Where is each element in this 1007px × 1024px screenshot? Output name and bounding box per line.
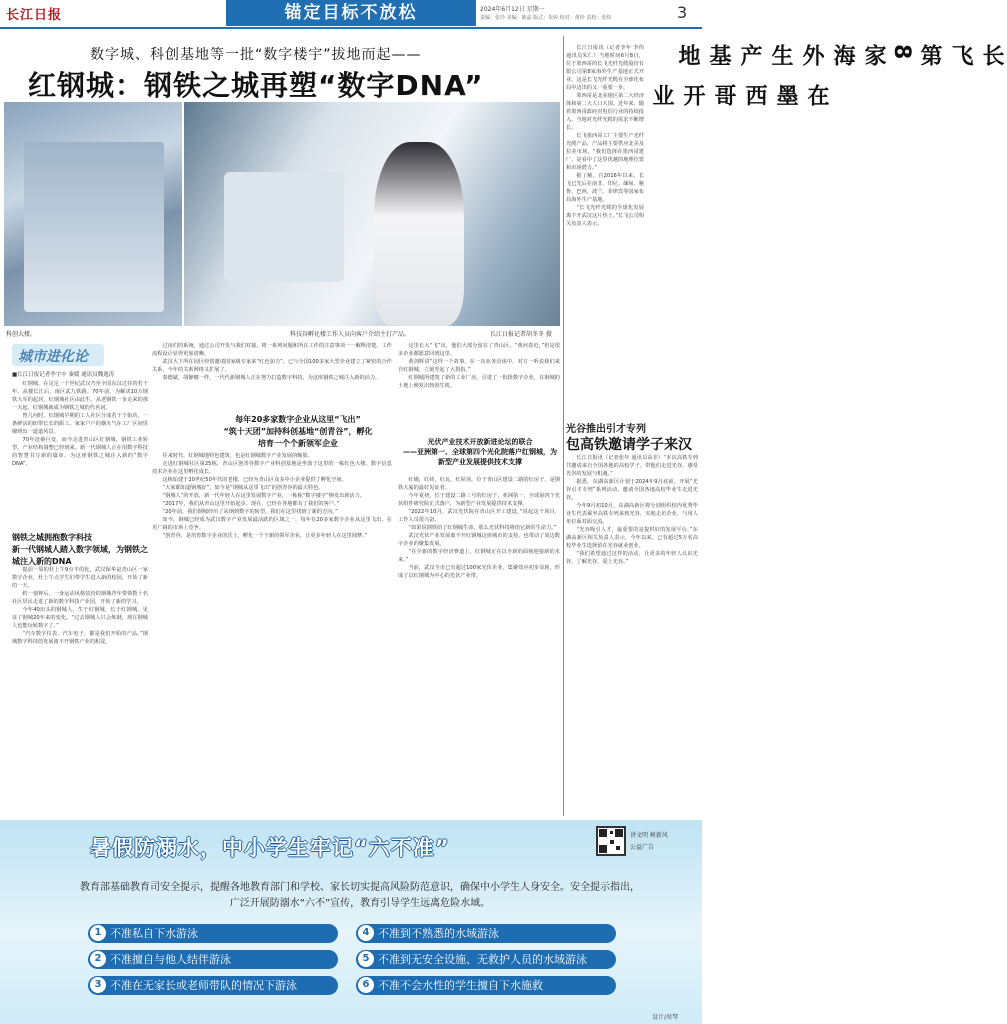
paragraph: 武汉大下所在园区经常邀请国家级专家来“红色加力”，已与全国100多家大型企业建立了紧密的合作关系，今年的关系网络又扩展了。 xyxy=(152,359,392,373)
qr-label: 讲文明 树新风 xyxy=(630,832,668,839)
paragraph: 这里长大“飞”出，他们大部分留在了青山区。“黄河春近，”但是很多企业都愿意回到这里。 xyxy=(398,343,560,357)
qr-pattern xyxy=(598,828,624,854)
paragraph: “光谷吸引人才，最重要的是提供好的发展平台。”东湖高新区相关负责人表示，今年以来，已有超过5万名高校毕业生选择留在光谷就业创业。 xyxy=(566,527,698,549)
paragraph: “2022年10月，武汉光伏院在青山区开工建设，”说起这个项目，工作人员很兴奋。 xyxy=(398,509,560,523)
rule-item-5 xyxy=(356,950,616,969)
header-rule xyxy=(0,27,702,29)
paragraph: 长江日报讯（记者李年 李伟 通讯员朱仁）当地时间6月8日，位于墨西哥的长飞光纤光缆股份有限公司第8家海外生产基地正式开业。这是长飞光纤光缆在全球化布局中迈出的又一重要一步。 xyxy=(566,45,644,91)
paragraph: 当前，武汉全市已有超过100家光伏企业，集聚效应初步显现，形成了以红钢城为中心的光伏产业带。 xyxy=(398,565,560,579)
staff-figure xyxy=(374,142,464,326)
paragraph: 红钢城，在足足一个世纪武汉乃至全国东汉过往的若干年。从楼长江后，南区武九铁路。70年前，为解决10万钢铁大军的起居，红钢城社区由此生。从老钢铁一步走来的那一天起，红钢城就成为钢铁之城的代名词。 xyxy=(12,381,148,411)
rule-text: 不准私自下水游泳 xyxy=(110,927,198,940)
banner-intro: 教育部基础教育司安全提示，提醒各地教育部门和学校、家长切实提高风险防范意识，确保中小学生人身安全。安全提示指出，广泛开展防溺水“六不”宣传，教育引导学生远离危险水域。 xyxy=(80,882,640,909)
photo-caption-2: 科技谷孵化楼工作人员向客户介绍主打产品。 xyxy=(290,331,411,338)
design-credit: 设计/周琴 xyxy=(652,1014,679,1021)
subhead-digital-tech: 钢铁之城拥抱数字科技 新一代钢城人踏入数字领域，为钢铁之城注入新的DNA xyxy=(12,533,148,566)
page-header xyxy=(0,0,702,26)
paragraph: 过夜们的系统，通过公司开发与我们对接，将一系列问题和所在工作的注意事项一一解释清楚。工作流程设计显得更加清晰。 xyxy=(152,343,392,357)
rule-number: 5 xyxy=(358,951,374,967)
paragraph: 往来时代，红钢城地特色建筑，也是红钢城数字产业发展的缩影。 xyxy=(162,453,313,459)
rule-text: 不准到无安全设施、无救护人员的水域游泳 xyxy=(378,953,587,966)
paragraph: 今年夏初，位于建设二路三号的红房子，亚洲第一、全球第四个光伏组件研究院正式落户，为新型产业发展提供技术支撑。 xyxy=(398,493,560,507)
rule-item-6 xyxy=(356,976,616,995)
paragraph: 秦德斌，胡静娜一样，一代代新钢城人正在努力打造数字科技，为这座钢铁之城注入新的活力。 xyxy=(162,375,381,381)
optics-valley-title: 光谷推出引才专列 xyxy=(566,424,646,435)
banner-title: 暑假防溺水，中小学生牢记“六不准” xyxy=(90,836,450,860)
rule-item-2 xyxy=(88,950,338,969)
lead-column-3b xyxy=(398,476,560,814)
paragraph: 红墙，红砖，红瓦，红屋顶，位于青山区建设二路的红房子，是钢铁大厦的最好见证者。 xyxy=(398,477,560,491)
right-column-b xyxy=(566,454,698,814)
right-headline-line-1: 长飞第8家海外生产基地 xyxy=(675,44,1004,67)
column-divider xyxy=(563,36,564,816)
right-column xyxy=(566,44,644,414)
paragraph: “钢城人”的开放，新一代年轻人在这里发展数字产业，一栋栋“数字楼宇”焕发出新活力。 xyxy=(162,493,366,499)
rule-text: 不准在无家长或老师带队的情况下游泳 xyxy=(110,979,297,992)
rule-item-4 xyxy=(356,924,616,943)
lead-column-2 xyxy=(152,342,392,412)
section-banner: 锚定目标不放松 xyxy=(226,0,476,26)
photo-caption-3: 长江日报记者胡冬冬 摄 xyxy=(490,331,552,338)
paragraph: 这栋始建于20世纪50年代的老楼，已经为青山区众多中小企业提供了孵化空间。 xyxy=(162,477,347,483)
rule-number: 3 xyxy=(90,977,106,993)
city-tag-label: 城市进化论 xyxy=(18,349,88,365)
lead-column-1 xyxy=(12,380,148,530)
right-headline-line-2: 在墨西哥开业 xyxy=(649,84,829,107)
rule-number: 6 xyxy=(358,977,374,993)
paragraph: 墨西哥是北美地区第二大经济体和第二大人口大国。近年来，随着墨西哥政府对电信行业的持续投入，当地对光纤光缆的需求不断增长。 xyxy=(566,93,644,131)
editors-line: 责编：张玲 美编：陈晶 版式：朱婷 校对：黄珍 责校：张炜 xyxy=(480,15,612,21)
display-screen xyxy=(224,172,344,282)
photo-staff-introduction xyxy=(184,102,560,326)
city-evolution-tag xyxy=(12,344,104,366)
lead-column-3 xyxy=(398,342,560,434)
paragraph: “20年前，我们钢城经历了从钢到数字的转型。我们在这里找到了新的方向。” xyxy=(162,509,338,515)
paragraph: “在全新的数字经济赛道上，红钢城正在以全新的面貌迎接新的未来。” xyxy=(398,549,560,563)
lead-byline: ■长江日报记者李宇中 秦媛 通讯员魏逸涛 xyxy=(12,372,115,378)
masthead: 长江日报 xyxy=(6,8,63,23)
rule-text: 不准到不熟悉的水域游泳 xyxy=(378,927,499,940)
rule-text: 不准擅自与他人结伴游泳 xyxy=(110,953,231,966)
paragraph: “大家都知道钢城好”，如今是“钢城从这里飞出”的创青谷的最大特色。 xyxy=(162,485,324,491)
paragraph: 走进红钢城社区第25栋，青山区创青谷数字产业科创基地是坐落于这里的一栋红色大楼。数字信息技术企业在这里孵化成长。 xyxy=(152,461,392,475)
paragraph: 红钢城所建筑了新的工业厂房，引进了一批批数字企业，在钢城的土地上焕发出勃勃生机。 xyxy=(398,375,560,389)
paragraph: 提前一周的杜上午9点半的化，武汉保华是青山区一家数字企业，杜上午点学生们带学生进入新的校园，开始了新的一天。 xyxy=(12,567,148,589)
paragraph: 如今，钢城已经成为武汉数字产业发展最活跃的区域之一，每年有20多家数字企业从这里飞出，在更广阔的市场上竞争。 xyxy=(152,517,392,531)
rule-text: 不准不会水性的学生擅自下水施救 xyxy=(378,979,543,992)
photo-caption-1: 科创大楼。 xyxy=(6,331,37,338)
paragraph: 黄剑辉讲“这样一个故事，在一次业务洽谈中，对方一听说我们来自红钢城，立刻竖起了大拇指。” xyxy=(398,359,560,373)
lead-column-2b xyxy=(152,452,392,814)
date-line: 2024年6月12日 星期一 xyxy=(480,6,545,13)
subhead-digital-enterprises: 每年20多家数字企业从这里“飞出” “筑十天团”加持科创基地“创青谷”，孵化培育一个个新领军企业 xyxy=(223,415,373,448)
paragraph: 据悉，东湖高新区计划于2024年9月底前，开展“光谷引才专列”系列活动，邀请全国各地高校毕业生走进光谷。 xyxy=(566,479,698,501)
qr-sublabel: 公益广告 xyxy=(630,844,655,851)
paragraph: 曾几何时，红钢城早期的工人社区分成若干个街坊，一条鲜活的纽带长长的职工。家家户户的烟火气在工厂区间里缭绕出一道道风景。 xyxy=(12,413,148,435)
page-number: 3 xyxy=(677,3,688,22)
paragraph: “2017年，我们从青山这里开始起步。现在，已经在各地都有了我们的客户。” xyxy=(162,501,340,507)
qr-code-icon xyxy=(596,826,626,856)
paragraph: “我们希望通过这样的活动，让更多的年轻人认识光谷、了解光谷、爱上光谷。” xyxy=(566,551,698,565)
paragraph: 据了解，自2016年以来，长飞已先后在南非、印尼、缅甸、秘鲁、巴西、波兰、菲律宾等国家布局海外生产基地。 xyxy=(566,173,644,203)
rule-item-1 xyxy=(88,924,338,943)
paragraph: 长飞墨西哥工厂主要生产光纤光缆产品，产品将主要供应北美及拉美市场。“我们选择在墨西哥建厂，是看中了这里优越的地理位置和市场潜力。” xyxy=(566,133,644,171)
rule-item-3 xyxy=(88,976,338,995)
paragraph: 今年40出头的钢城人，生于红钢城，长于红钢城。见证了钢城20年来的变化。“过去钢城人只会炼钢，现在钢城人也能玩转数字了。” xyxy=(12,607,148,629)
lead-kicker: 数字城、科创基地等一批“数字楼宇”拔地而起—— xyxy=(90,47,422,63)
building-shape xyxy=(24,142,164,312)
paragraph: “汽车数字仪表、汽车电子，都是我们开始的产品。”钢城数字科技的发展离不开钢铁产业的积淀。 xyxy=(12,631,148,645)
lead-column-1b xyxy=(12,566,148,816)
optics-valley-headline: 包高铁邀请学子来汉 xyxy=(566,437,692,453)
paragraph: 约一刻钟后，一身运动风格装扮的钢城青年带领数十名社区居民走进了新的数字科技产业园，开始了新的学习。 xyxy=(12,591,148,605)
rule-number: 2 xyxy=(90,951,106,967)
paragraph: 长江日报讯（记者张年 通讯员高非）“本次高铁专列共邀请来自全国各地的高校学子，带他们走进光谷，感受光谷的发展与机遇。” xyxy=(566,455,698,477)
paragraph: 今年9月初10月，东湖高新区将分别组织校内优秀毕业生代表乘坐高铁专列来到光谷，实地走访企业，与用人单位面对面交流。 xyxy=(566,503,698,525)
paragraph: “创青谷，是培育数字企业的沃土，孵化一个个新的领军企业，让更多年轻人在这里圆梦。” xyxy=(162,533,368,539)
rule-number: 1 xyxy=(90,925,106,941)
photo-tech-building xyxy=(4,102,182,326)
paragraph: 70年沧桑巨变，而今走进青山区红钢城，钢铁工业转型、产业结构调整已经到来。新一代钢城人正在用数字科技的智慧书写新的篇章，为这座钢铁之城注入新的“数字DNA”。 xyxy=(12,437,148,467)
lead-headline: 红钢城：钢铁之城再塑“数字DNA” xyxy=(28,69,484,102)
rule-number: 4 xyxy=(358,925,374,941)
paragraph: “长飞光纤光缆的全球化发展离不开武汉这片热土。”长飞公司相关负责人表示。 xyxy=(566,205,644,227)
paragraph: “如果说钢铁给了红钢城生命，那么光伏科技将给它新的生命力。” xyxy=(408,525,557,531)
paragraph: 武汉光伏产业发展离不开红钢城这座城市的支持，也带动了周边数字企业的聚集发展。 xyxy=(398,533,560,547)
subhead-photovoltaic: 光伏产业技术开放新进论坛的联合 ——亚洲第一、全球第四个光化院落户红钢城，为新型产业发展提供技术支撑 xyxy=(403,438,557,466)
